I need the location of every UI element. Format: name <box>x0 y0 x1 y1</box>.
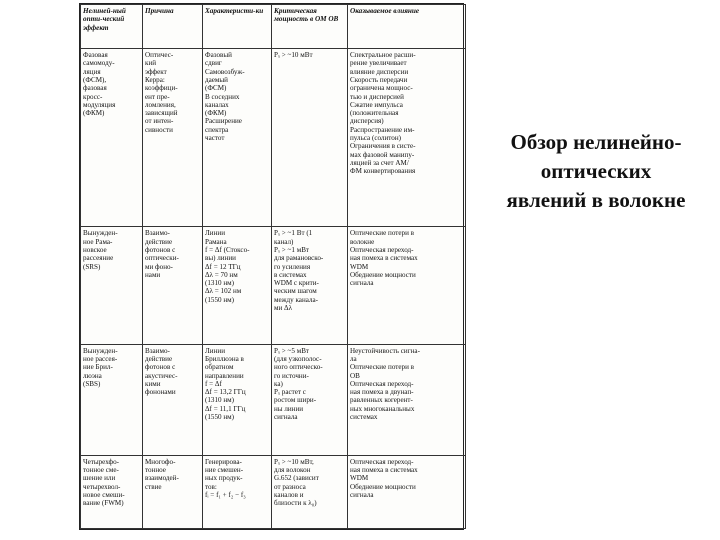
cell-text-line: Ограничения в систе- <box>350 142 416 151</box>
cell-text-line: оптически- <box>145 254 179 263</box>
cell-text-line: го источни- <box>274 371 309 380</box>
cell-text-line: ростом шири- <box>274 396 317 405</box>
cell-text-line: Обеднение мощности <box>350 270 416 279</box>
cell-text-line: (1310 нм) <box>205 396 234 405</box>
cell-text-line: (ФКМ) <box>83 109 105 118</box>
critical-power-cell <box>272 455 348 528</box>
critical-power-cell <box>272 344 348 455</box>
cell-text-line: ФМ конвертирования <box>350 167 416 176</box>
slide-caption <box>478 128 714 215</box>
cell-text-line: Δf = 11,1 ГГц <box>205 404 246 413</box>
critical-power-cell <box>272 49 348 227</box>
caption-line: явлений в волокне <box>506 188 686 212</box>
nonlinear-effects-table <box>80 4 466 529</box>
cell-text-line: (1550 нм) <box>205 413 234 421</box>
cell-text-line: новое смеши- <box>83 491 125 500</box>
cell-text-line: четырехвол- <box>83 482 121 491</box>
cell-text-line: WDM с крити- <box>274 279 319 288</box>
cell-text-line: нами <box>145 270 161 279</box>
cell-text-line: канал) <box>274 237 294 246</box>
cell-text-line: фазовая <box>83 84 107 93</box>
cell-text-line: ная помеха в системах <box>350 254 418 263</box>
cell-text-line: мах фазовой манипу- <box>350 150 415 159</box>
cell-text-line: Взаимо- <box>145 229 170 238</box>
cell-text-line: В соседних <box>205 92 240 101</box>
cell-text-line: обратном <box>205 363 234 372</box>
cell-text-line: зависящий <box>145 109 178 118</box>
cell-text-line: действие <box>145 237 173 246</box>
cell-text-line: равленных когерент- <box>350 396 413 405</box>
cell-text-line: в системах <box>274 270 307 279</box>
cell-text-line: ных многоканальных <box>350 404 415 413</box>
cause-cell <box>143 344 203 455</box>
cell-text-line: Δλ = 70 нм <box>205 270 238 279</box>
cell-text-line: фотонов с <box>145 363 176 372</box>
cell-text-line: ного оптическо- <box>274 363 323 372</box>
cell-text-line: сдвиг <box>205 59 222 68</box>
cell-text-line: близости к λ₀) <box>274 499 317 508</box>
cell-text-line: ная помеха в системах <box>350 466 418 475</box>
cell-text-line: Оптичес- <box>145 51 174 60</box>
cell-text-line: Рамана <box>205 237 227 246</box>
cell-text-line: Оптическая переход- <box>350 457 414 466</box>
cell-text-line: Линии <box>205 346 225 355</box>
cell-text-line: Многофо- <box>145 457 176 466</box>
cell-text-line: Вынужден- <box>83 229 118 238</box>
header-cause: Причина <box>143 5 203 49</box>
header-characteristics: Характеристи-ки <box>203 5 272 49</box>
cell-text-line: (для узкополос- <box>274 354 322 363</box>
header-effect: Нелиней-ный опти-ческий эффект <box>81 5 143 49</box>
cell-text-line: f = Δf (Стоксо- <box>205 246 250 254</box>
critical-power-cell <box>272 227 348 344</box>
cell-text-line: fᵢ = f₁ + f₂ − f₃ <box>205 491 246 500</box>
cell-text-line: ломления, <box>145 100 176 109</box>
cell-text-line: для волокон <box>274 466 311 475</box>
cell-text-line: Оптическая переход- <box>350 246 414 254</box>
cell-text-line: ла <box>350 354 357 363</box>
cell-text-line: Pₓ > ~10 мВт, <box>274 457 314 466</box>
cell-text-line: f = Δf <box>205 379 222 388</box>
cell-text-line: ных продук- <box>205 474 243 483</box>
cell-text-line: Спектральное расши- <box>350 51 416 60</box>
cell-text-line: сигнала <box>350 491 374 500</box>
cell-text-line: фононами <box>145 388 176 397</box>
cause-cell <box>143 49 203 227</box>
cell-text-line: Керра: <box>145 75 165 84</box>
cell-text-line: (1550 нм) <box>205 295 234 304</box>
table-row <box>81 227 466 344</box>
cell-text-line: ческим шагом <box>274 287 317 296</box>
cell-text-line: WDM <box>350 262 369 271</box>
cell-text-line: Pₓ > ~5 мВт <box>274 346 310 355</box>
cell-text-line: тонное <box>145 466 166 475</box>
cell-text-line: Pₓ > ~10 мВт <box>274 51 313 60</box>
cell-text-line: (ФСМ), <box>83 75 107 84</box>
cell-text-line: модуляция <box>83 100 116 109</box>
cell-text-line: ограничена мощнос- <box>350 84 413 93</box>
cell-text-line: направлении <box>205 371 244 380</box>
cell-text-line: Генерирова- <box>205 457 242 466</box>
cell-text-line: тонное сме- <box>83 466 119 475</box>
cell-text-line: го усиления <box>274 262 311 271</box>
cause-cell <box>143 455 203 528</box>
cell-text-line: сигнала <box>350 279 374 288</box>
cell-text-line: ны линии <box>274 404 304 413</box>
cell-text-line: рение увеличивает <box>350 59 407 68</box>
cell-text-line: (положительная <box>350 109 399 118</box>
caption-line: оптических <box>540 159 652 183</box>
cell-text-line: волокне <box>350 237 375 246</box>
characteristics-cell <box>203 344 272 455</box>
cell-text-line: Фазовый <box>205 51 232 60</box>
cell-text-line: ная помеха в двунап- <box>350 388 414 397</box>
cell-text-line: даемый <box>205 75 228 84</box>
characteristics-cell <box>203 455 272 528</box>
cell-text-line: ствие <box>145 482 162 491</box>
header-impact: Оказываемое влияние <box>348 5 466 49</box>
cell-text-line: люэна <box>83 371 102 380</box>
cell-text-line: G.652 (зависит <box>274 474 319 483</box>
cell-text-line: ное Рама- <box>83 237 113 246</box>
cell-text-line: Взаимо- <box>145 346 170 355</box>
cell-text-line: сигнала <box>274 413 298 421</box>
table-row <box>81 455 466 528</box>
cell-text-line: тов: <box>205 482 217 491</box>
cell-text-line: Расширение <box>205 117 242 126</box>
impact-cell <box>348 227 466 344</box>
cell-text-line: кими <box>145 379 161 388</box>
cell-text-line: новское <box>83 246 107 254</box>
cell-text-line: акустичес- <box>145 371 178 380</box>
cell-text-line: ми Δλ <box>274 304 293 313</box>
cell-text-line: спектра <box>205 125 229 134</box>
cell-text-line: ент пре- <box>145 92 170 101</box>
cell-text-line: вы) линии <box>205 254 236 263</box>
cell-text-line: ние смешен- <box>205 466 244 475</box>
impact-cell <box>348 455 466 528</box>
cell-text-line: самомоду- <box>83 59 115 68</box>
effect-cell <box>81 227 143 344</box>
scanned-table-image <box>79 3 464 530</box>
cell-text-line: вание (FWM) <box>83 499 124 508</box>
effect-cell <box>81 344 143 455</box>
cell-text-line: Оптические потери в <box>350 229 414 238</box>
cell-text-line: от интен- <box>145 117 174 126</box>
cell-text-line: (SBS) <box>83 379 101 388</box>
cell-text-line: каналов и <box>274 491 304 500</box>
cell-text-line: действие <box>145 354 173 363</box>
characteristics-cell <box>203 49 272 227</box>
cell-text-line: ка) <box>274 379 283 388</box>
cell-text-line: кий <box>145 59 157 68</box>
cell-text-line: кросс- <box>83 92 103 101</box>
cell-text-line: взаимодей- <box>145 474 179 483</box>
cell-text-line: пульса (солитон) <box>350 134 401 143</box>
table-row <box>81 49 466 227</box>
cell-text-line: Линии <box>205 229 225 238</box>
characteristics-cell <box>203 227 272 344</box>
cell-text-line: Распространение им- <box>350 125 415 134</box>
cell-text-line: (SRS) <box>83 262 101 271</box>
cell-text-line: ляция <box>83 67 101 76</box>
cell-text-line: Δλ = 102 нм <box>205 287 242 296</box>
cell-text-line: частот <box>205 134 225 143</box>
cell-text-line: ляцией за счет АМ/ <box>350 158 409 167</box>
cell-text-line: Фазовая <box>83 51 108 60</box>
cell-text-line: Δf = 12 ТГц <box>205 262 241 271</box>
cell-text-line: шение или <box>83 474 116 483</box>
cell-text-line: Оптическая переход- <box>350 379 414 388</box>
cell-text-line: (1310 нм) <box>205 279 234 288</box>
cell-text-line: ми фоно- <box>145 262 173 271</box>
cell-text-line: Δf = 13,2 ГГц <box>205 388 246 397</box>
cell-text-line: Вынужден- <box>83 346 118 355</box>
cell-text-line: эффект <box>145 67 167 76</box>
cell-text-line: Скорость передачи <box>350 75 408 84</box>
cell-text-line: Обеднение мощности <box>350 482 416 491</box>
caption-line: Обзор нелинейно- <box>510 130 682 154</box>
cell-text-line: Бриллюэна в <box>205 354 244 363</box>
cell-text-line: Pₓ растет с <box>274 388 306 397</box>
cell-text-line: ние Брил- <box>83 363 113 372</box>
cell-text-line: ОВ <box>350 371 360 380</box>
cell-text-line: дисперсия) <box>350 117 384 126</box>
cell-text-line: Четырехфо- <box>83 457 120 466</box>
cell-text-line: для рамановско- <box>274 254 324 263</box>
impact-cell <box>348 344 466 455</box>
cell-text-line: Pₓ > ~1 мВт <box>274 246 310 254</box>
cell-text-line: Самовозбуж- <box>205 67 245 76</box>
cause-cell <box>143 227 203 344</box>
cell-text-line: WDM <box>350 474 369 483</box>
cell-text-line: рассеяние <box>83 254 114 263</box>
cell-text-line: тью и дисперсией <box>350 92 404 101</box>
cell-text-line: Сжатие импульса <box>350 100 403 109</box>
cell-text-line: Pₓ > ~1 Вт (1 <box>274 229 313 238</box>
table-header-row <box>81 5 466 49</box>
cell-text-line: Неустойчивость сигна- <box>350 346 420 355</box>
cell-text-line: (ФСМ) <box>205 84 227 93</box>
effect-cell <box>81 455 143 528</box>
header-critical-power: Критическая мощность в ОМ ОВ <box>272 5 348 49</box>
cell-text-line: фотонов с <box>145 246 176 254</box>
cell-text-line: сивности <box>145 125 173 134</box>
cell-text-line: каналах <box>205 100 229 109</box>
cell-text-line: системах <box>350 413 378 421</box>
cell-text-line: коэффици- <box>145 84 178 93</box>
cell-text-line: от разноса <box>274 482 306 491</box>
cell-text-line: влияние дисперсии <box>350 67 409 76</box>
cell-text-line: Оптические потери в <box>350 363 414 372</box>
impact-cell <box>348 49 466 227</box>
table-row <box>81 344 466 455</box>
cell-text-line: (ФКМ) <box>205 109 227 118</box>
cell-text-line: ное рассея- <box>83 354 118 363</box>
cell-text-line: между канала- <box>274 295 319 304</box>
effect-cell <box>81 49 143 227</box>
